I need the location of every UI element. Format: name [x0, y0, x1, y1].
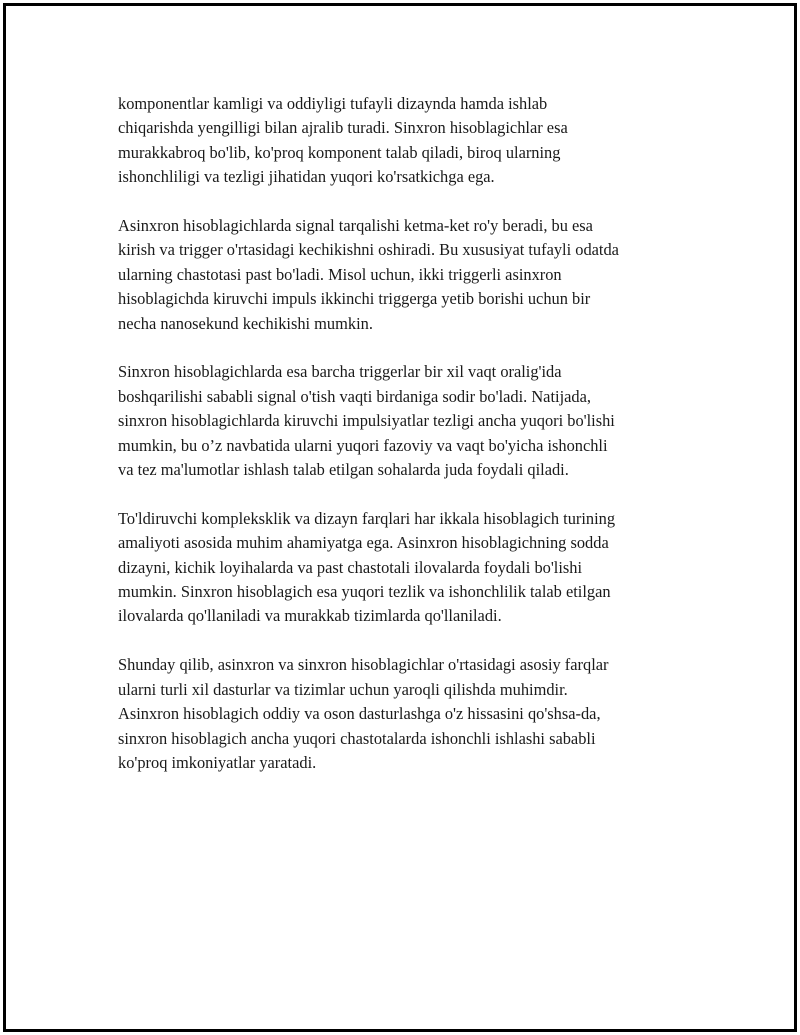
paragraph-4: To'ldiruvchi kompleksklik va dizayn farqlari har ikkala hisoblagich turining amaliyoti asosida muhim ahamiyatga ega. Asinxron hisoblagichning sodda dizayni, kichik loyihalarda va past chastotali ilovalarda foydali bo'lishi mumkin. Sinxron hisoblagich esa yuqori tezlik va ishonchlilik talab etilgan ilovalarda qo'llaniladi va murakkab tizimlarda qo'llaniladi.	[118, 508, 616, 626]
paragraph-1: komponentlar kamligi va oddiyligi tufayli dizaynda hamda ishlab chiqarishda yengilligi bilan ajralib turadi. Sinxron hisoblagichlar esa murakkabroq bo'lib, ko'proq komponent talab qiladi, biroq ularning ishonchliligi va tezligi jihatidan yuqori ko'rsatkichga ega.	[118, 94, 568, 187]
paragraph-2: Asinxron hisoblagichlarda signal tarqalishi ketma-ket ro'y beradi, bu esa kirish va trigger o'rtasidagi kechikishni oshiradi. Bu xususiyat tufayli odatda ularning chastotasi past bo'ladi. Misol uchun, ikki triggerli asinxron hisoblagichda kiruvchi impuls ikkinchi triggerga yetib borishi uchun bir necha nanosekund kechikishi mumkin.	[118, 216, 619, 333]
paragraph-3: Sinxron hisoblagichlarda esa barcha triggerlar bir xil vaqt oralig'ida boshqarilishi sababli signal o'tish vaqti birdaniga sodir bo'ladi. Natijada, sinxron hisoblagichlarda kiruvchi impulsiyatlar tezligi ancha yuqori bo'lishi mumkin, bu o’z navbatida ularni yuqori fazoviy va vaqt bo'yicha ishonchli va tez ma'lumotlar ishlash talab etilgan sohalarda juda foydali qiladi.	[118, 362, 615, 480]
document-body	[118, 92, 708, 800]
paragraph-5: Shunday qilib, asinxron va sinxron hisoblagichlar o'rtasidagi asosiy farqlar ularni turli xil dasturlar va tizimlar uchun yaroqli qilishda muhimdir. Asinxron hisoblagich oddiy va oson dasturlashga o'z hissasini qo'shsa-da, sinxron hisoblagich ancha yuqori chastotalarda ishonchli ishlashi sababli ko'proq imkoniyatlar yaratadi.	[118, 655, 609, 772]
